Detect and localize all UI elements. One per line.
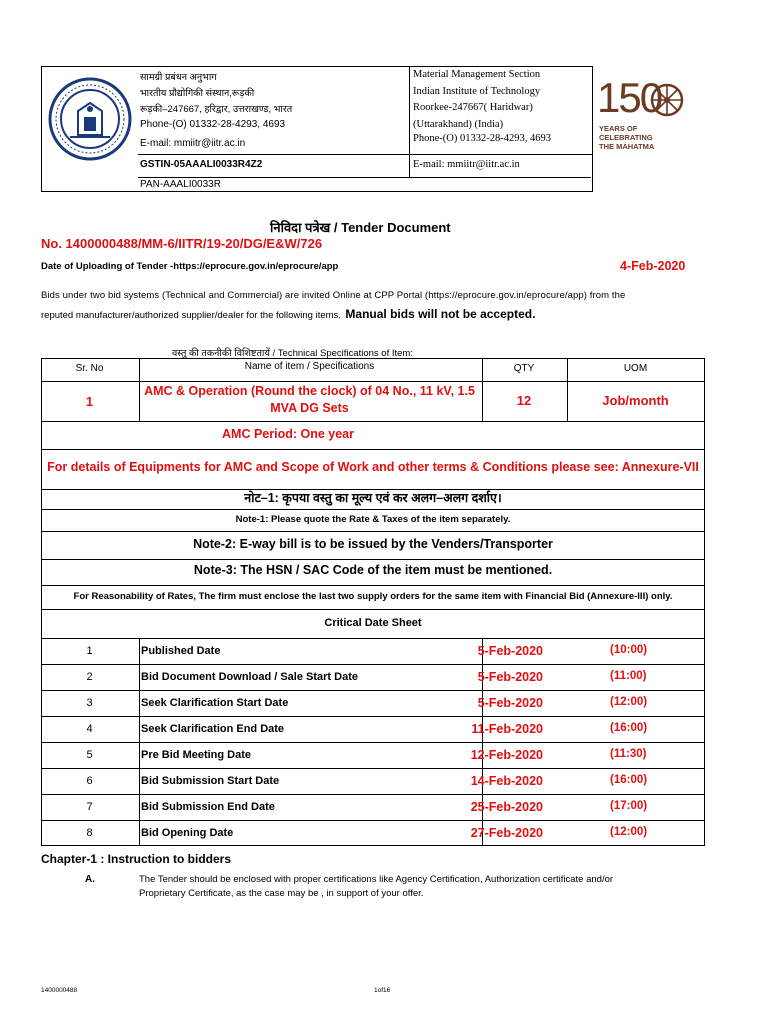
eng-line-4: (Uttarakhand) (India) xyxy=(413,119,504,130)
phone-left: Phone-(O) 01332-28-4293, 4693 xyxy=(140,119,286,130)
critical-date-date: 5-Feb-2020 xyxy=(477,644,543,658)
mahatma-150-badge xyxy=(597,74,717,152)
critical-date-number: 4 xyxy=(86,723,93,735)
critical-date-time: (16:00) xyxy=(610,774,648,786)
bids-line-2-text: reputed manufacturer/authorized supplier/dealer for the following items. xyxy=(41,310,341,321)
col-uom: UOM xyxy=(623,363,648,374)
critical-date-label: Pre Bid Meeting Date xyxy=(141,749,252,761)
critical-date-date: 11-Feb-2020 xyxy=(471,722,543,736)
critical-date-date: 14-Feb-2020 xyxy=(470,774,543,788)
bids-line-1: Bids under two bid systems (Technical and Commercial) are invited Online at CPP Portal (https://eprocure.gov.in/eprocure/app) from the xyxy=(41,290,626,301)
upload-date: 4-Feb-2020 xyxy=(620,259,686,273)
critical-date-row xyxy=(41,795,705,821)
critical-date-time: (12:00) xyxy=(610,826,648,838)
item-a-line-1: The Tender should be enclosed with proper certifications like Agency Certification, Authorization certificate and/or xyxy=(139,874,614,885)
critical-date-date: 12-Feb-2020 xyxy=(470,748,543,762)
critical-date-number: 3 xyxy=(86,697,93,709)
critical-date-time: (17:00) xyxy=(610,800,648,812)
eng-line-5: Phone-(O) 01332-28-4293, 4693 xyxy=(413,133,551,144)
bids-line-2 xyxy=(41,305,535,323)
item-a-line-2: Proprietary Certificate, as the case may be , in support of your offer. xyxy=(139,888,424,899)
critical-date-date: 27-Feb-2020 xyxy=(470,826,543,840)
critical-date-number: 5 xyxy=(86,749,93,761)
email-left: E-mail: mmiitr@iitr.ac.in xyxy=(140,138,246,149)
upload-label: Date of Uploading of Tender -https://eprocure.gov.in/eprocure/app xyxy=(41,261,339,272)
critical-date-row xyxy=(41,821,705,847)
note-2: Note-2: E-way bill is to be issued by the Venders/Transporter xyxy=(193,537,553,551)
critical-date-time: (10:00) xyxy=(610,644,648,656)
hindi-line-3: रूड़की–247667, हरिद्वार, उत्तराखण्ड, भारत xyxy=(140,104,293,115)
amc-period: AMC Period: One year xyxy=(222,427,354,441)
reasonability-note: For Reasonability of Rates, The firm must enclose the last two supply orders for the same item with Financial Bid (Annexure-III) only. xyxy=(73,591,673,602)
critical-date-label: Bid Submission End Date xyxy=(141,801,275,813)
critical-date-row xyxy=(41,717,705,743)
row-name-line-2: MVA DG Sets xyxy=(270,401,349,415)
hindi-line-1: सामग्री प्रबंधन अनुभाग xyxy=(140,72,217,83)
critical-date-date: 5-Feb-2020 xyxy=(477,670,543,684)
badge-line-2: CELEBRATING xyxy=(599,133,653,142)
critical-date-label: Published Date xyxy=(141,645,221,657)
critical-date-label: Seek Clarification End Date xyxy=(141,723,285,735)
eng-line-1: Material Management Section xyxy=(413,69,541,80)
footer-left: 1400000488 xyxy=(41,987,78,994)
hindi-line-2: भारतीय प्रौद्योगिकी संस्थान,रूड़की xyxy=(140,88,255,99)
col-name: Name of item / Specifications xyxy=(244,361,375,372)
critical-date-time: (11:00) xyxy=(610,670,647,682)
col-srno: Sr. No xyxy=(75,363,104,374)
eng-line-3: Roorkee-247667( Haridwar) xyxy=(413,102,533,113)
critical-date-label: Bid Opening Date xyxy=(141,827,234,839)
critical-date-time: (11:30) xyxy=(610,748,647,760)
email-right: E-mail: mmiitr@iitr.ac.in xyxy=(413,159,520,170)
row-qty: 12 xyxy=(516,393,532,408)
gstin: GSTIN-05AAALI0033R4Z2 xyxy=(140,159,263,170)
iitr-logo-icon xyxy=(48,77,132,161)
critical-date-number: 2 xyxy=(86,671,93,683)
row-name-line-1: AMC & Operation (Round the clock) of 04 No., 11 kV, 1.5 xyxy=(144,384,475,398)
critical-date-number: 7 xyxy=(86,801,93,813)
row-srno: 1 xyxy=(85,394,94,409)
manual-bids-warning: Manual bids will not be accepted. xyxy=(345,307,536,321)
chapter-title: Chapter-1 : Instruction to bidders xyxy=(41,852,232,866)
document-title: निविदा पत्रेख / Tender Document xyxy=(270,220,451,235)
critical-date-row xyxy=(41,743,705,769)
critical-date-title: Critical Date Sheet xyxy=(324,617,422,629)
row-uom: Job/month xyxy=(602,393,669,408)
critical-date-row xyxy=(41,769,705,795)
note-1-hindi: नोट–1: कृपया वस्तु का मूल्य एवं कर अलग–अलग दर्शाए। xyxy=(244,491,502,505)
badge-number: 150 xyxy=(597,74,662,121)
details-annexure: For details of Equipments for AMC and Scope of Work and other terms & Conditions please see: Annexure-VII xyxy=(47,460,699,474)
critical-date-label: Bid Submission Start Date xyxy=(141,775,280,787)
pan: PAN-AAALI0033R xyxy=(140,179,221,190)
critical-date-row xyxy=(41,665,705,691)
critical-date-number: 1 xyxy=(86,645,93,657)
critical-date-time: (12:00) xyxy=(610,696,648,708)
tender-number: No. 1400000488/MM-6/IITR/19-20/DG/E&W/726 xyxy=(41,236,323,251)
col-qty: QTY xyxy=(513,363,535,374)
critical-date-label: Bid Document Download / Sale Start Date xyxy=(141,671,358,683)
critical-date-label: Seek Clarification Start Date xyxy=(141,697,289,709)
critical-date-date: 5-Feb-2020 xyxy=(477,696,543,710)
critical-date-number: 8 xyxy=(86,827,93,839)
charkha-icon xyxy=(649,82,685,118)
critical-date-row xyxy=(41,639,705,665)
note-1: Note-1: Please quote the Rate & Taxes of the item separately. xyxy=(235,514,511,525)
header-box xyxy=(41,66,593,192)
spec-caption: वस्तु की तकनीकी विशिष्टतायें / Technical Specifications of Item: xyxy=(172,348,413,359)
badge-line-1: YEARS OF xyxy=(599,124,638,133)
critical-date-date: 25-Feb-2020 xyxy=(470,800,543,814)
badge-line-3: THE MAHATMA xyxy=(599,142,655,151)
critical-date-row xyxy=(41,691,705,717)
critical-date-number: 6 xyxy=(86,775,93,787)
footer-page-number: 1of16 xyxy=(374,987,391,994)
critical-date-time: (16:00) xyxy=(610,722,648,734)
item-a-label: A. xyxy=(85,874,95,885)
note-3: Note-3: The HSN / SAC Code of the item must be mentioned. xyxy=(193,563,553,577)
eng-line-2: Indian Institute of Technology xyxy=(413,86,541,97)
